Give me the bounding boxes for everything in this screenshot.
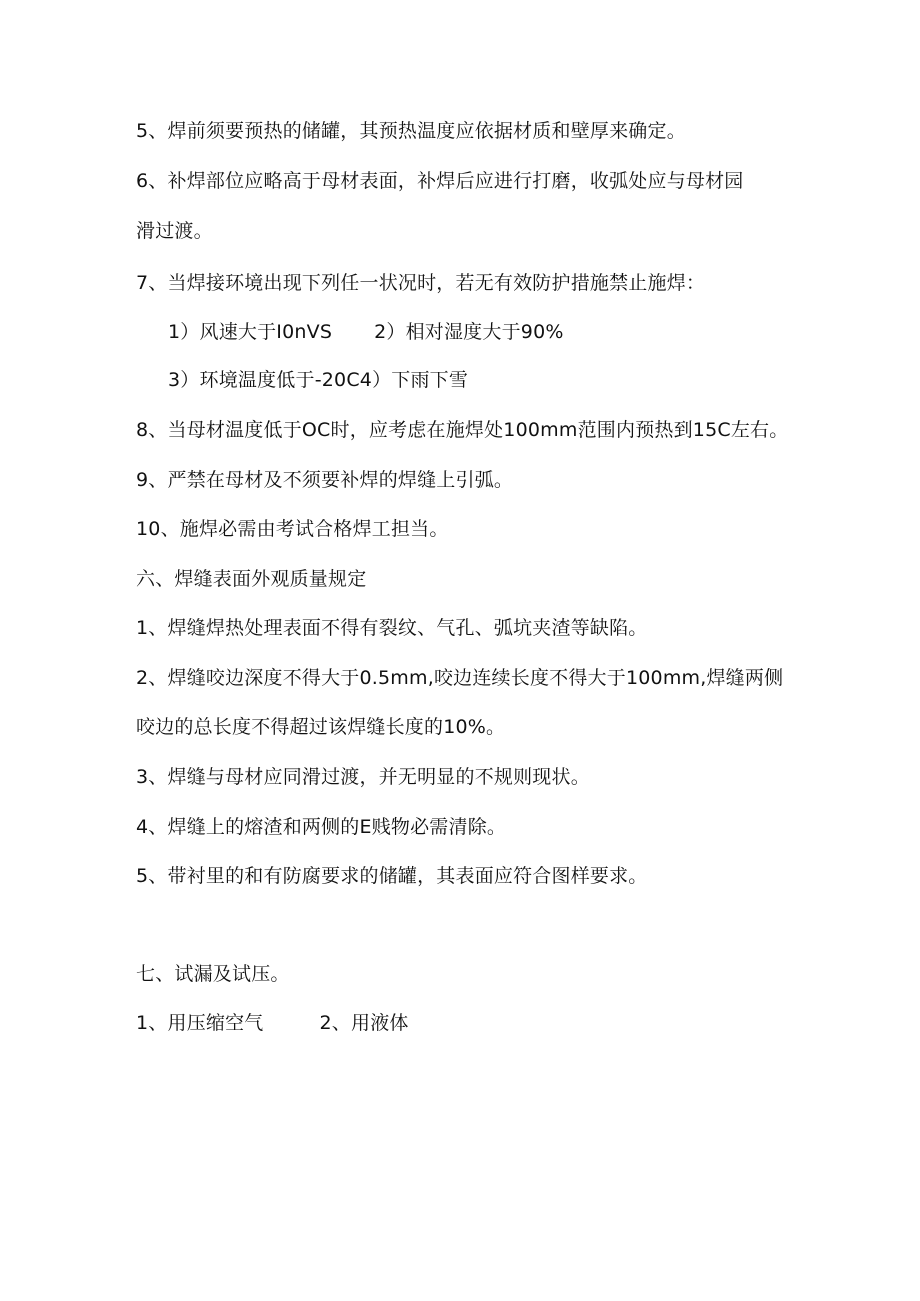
condition-item: 1）风速大于I0nVS xyxy=(168,321,333,343)
condition-item: 4）下雨下雪 xyxy=(359,369,469,391)
paragraph-line: 10、施焊必需由考试合格焊工担当。 xyxy=(136,518,449,540)
paragraph-line: 4、焊缝上的熔渣和两侧的E贱物必需清除。 xyxy=(136,816,507,838)
paragraph-line: 3、焊缝与母材应同滑过渡，并无明显的不规则现状。 xyxy=(136,766,590,788)
paragraph-line: 5、焊前须要预热的储罐，其预热温度应依据材质和壁厚来确定。 xyxy=(136,120,686,142)
condition-row xyxy=(168,320,564,344)
paragraph-line: 8、当母材温度低于OC时，应考虑在施焊处100mm范围内预热到15C左右。 xyxy=(136,419,789,441)
paragraph-line: 6、补焊部位应略高于母材表面，补焊后应进行打磨，收弧处应与母材园 xyxy=(136,170,744,192)
method-item: 1、用压缩空气 xyxy=(136,1012,264,1034)
condition-item: 2）相对湿度大于90% xyxy=(374,321,564,343)
condition-row xyxy=(168,368,468,392)
paragraph-line: 1、焊缝焊热处理表面不得有裂纹、气孔、弧坑夹渣等缺陷。 xyxy=(136,617,648,639)
section-heading: 七、试漏及试压。 xyxy=(136,963,290,985)
paragraph-line: 5、带衬里的和有防腐要求的储罐，其表面应符合图样要求。 xyxy=(136,865,648,887)
method-item: 2、用液体 xyxy=(319,1012,409,1034)
paragraph-line: 9、严禁在母材及不须要补焊的焊缝上引弧。 xyxy=(136,469,514,491)
condition-item: 3）环境温度低于-20C xyxy=(168,369,360,391)
paragraph-line: 咬边的总长度不得超过该焊缝长度的10%。 xyxy=(136,716,506,738)
section-heading: 六、焊缝表面外观质量规定 xyxy=(136,568,367,590)
method-row xyxy=(136,1011,409,1035)
paragraph-line: 7、当焊接环境出现下列任一状况时，若无有效防护措施禁止施焊： xyxy=(136,272,706,294)
paragraph-line: 2、焊缝咬边深度不得大于0.5mm,咬边连续长度不得大于100mm,焊缝两侧 xyxy=(136,667,784,689)
paragraph-line: 滑过渡。 xyxy=(136,220,213,242)
